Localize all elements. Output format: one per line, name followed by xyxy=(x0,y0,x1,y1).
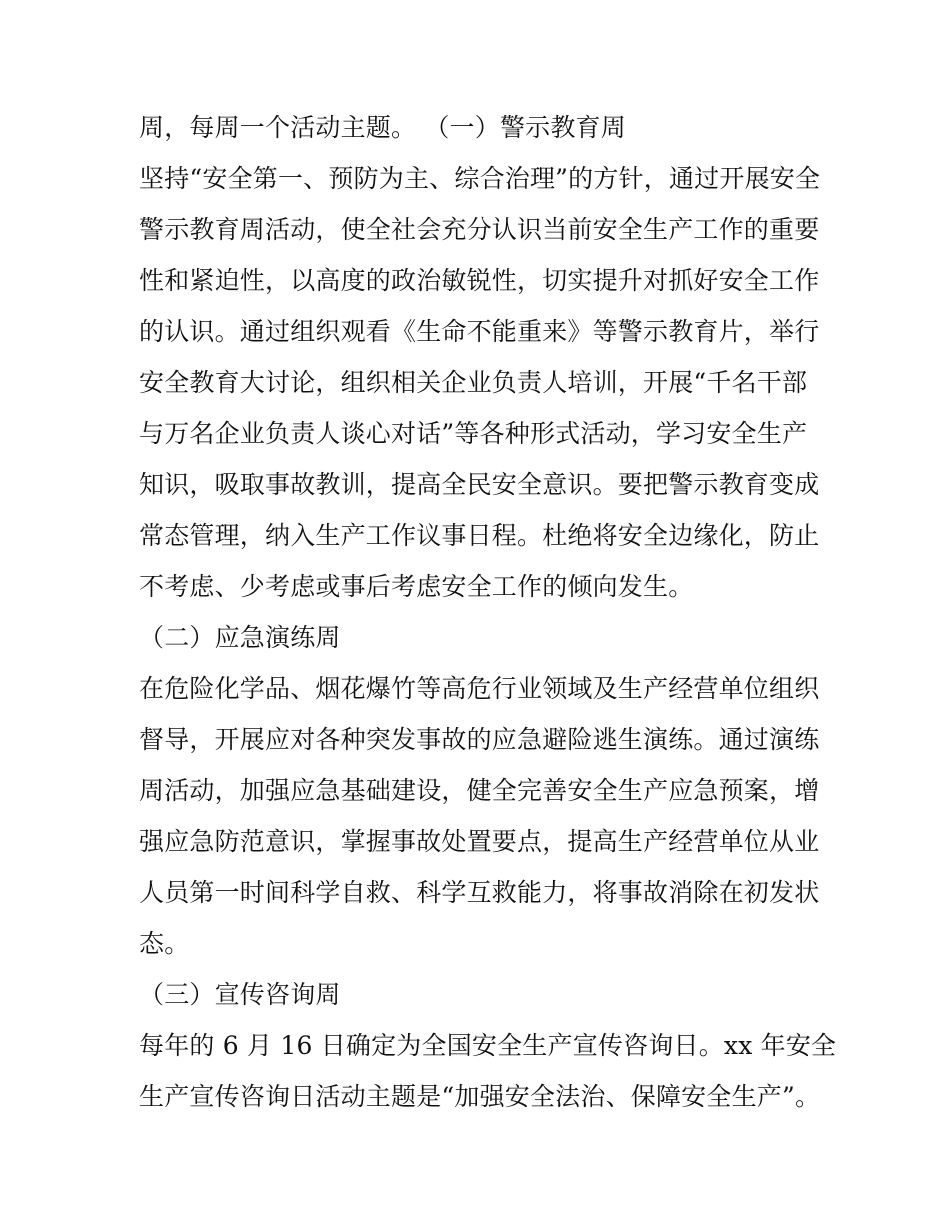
text-line: 警示教育周活动，使全社会充分认识当前安全生产工作的重要 xyxy=(139,215,820,244)
text-line: 强应急防范意识，掌握事故处置要点，提高生产经营单位从业 xyxy=(139,827,820,856)
text-line: 坚持“安全第一、预防为主、综合治理”的方针，通过开展安全 xyxy=(139,164,821,193)
text-line: 生产宣传咨询日活动主题是“加强安全法治、保障安全生产”。 xyxy=(139,1082,821,1111)
text-line: 督导，开展应对各种突发事故的应急避险逃生演练。通过演练 xyxy=(139,725,820,754)
text-line: 周活动，加强应急基础建设，健全完善安全生产应急预案，增 xyxy=(139,776,820,805)
text-line: 知识，吸取事故教训，提高全民安全意识。要把警示教育变成 xyxy=(139,470,820,499)
text-line: 态。 xyxy=(139,929,190,958)
text-line: 与万名企业负责人谈心对话”等各种形式活动，学习安全生产 xyxy=(139,419,808,448)
text-line: 安全教育大讨论，组织相关企业负责人培训，开展“千名干部 xyxy=(139,368,808,397)
text-line: 人员第一时间科学自救、科学互救能力，将事故消除在初发状 xyxy=(139,878,820,907)
text-line: 的认识。通过组织观看《生命不能重来》等警示教育片，举行 xyxy=(139,317,820,346)
text-line: 性和紧迫性，以高度的政治敏锐性，切实提升对抓好安全工作 xyxy=(139,266,820,295)
text-line: 每年的 6 月 16 日确定为全国安全生产宣传咨询日。xx 年安全 xyxy=(139,1031,837,1060)
section-heading-emergency-drill: （二）应急演练周 xyxy=(139,623,341,652)
text-line: 常态管理，纳入生产工作议事日程。杜绝将安全边缘化，防止 xyxy=(139,521,820,550)
section-heading-publicity-consultation: （三）宣传咨询周 xyxy=(139,980,341,1009)
text-line: 在危险化学品、烟花爆竹等高危行业领域及生产经营单位组织 xyxy=(139,674,820,703)
text-line: 不考虑、少考虑或事后考虑安全工作的倾向发生。 xyxy=(139,572,694,601)
text-line-intro: 周，每周一个活动主题。 （一）警示教育周 xyxy=(139,113,626,142)
